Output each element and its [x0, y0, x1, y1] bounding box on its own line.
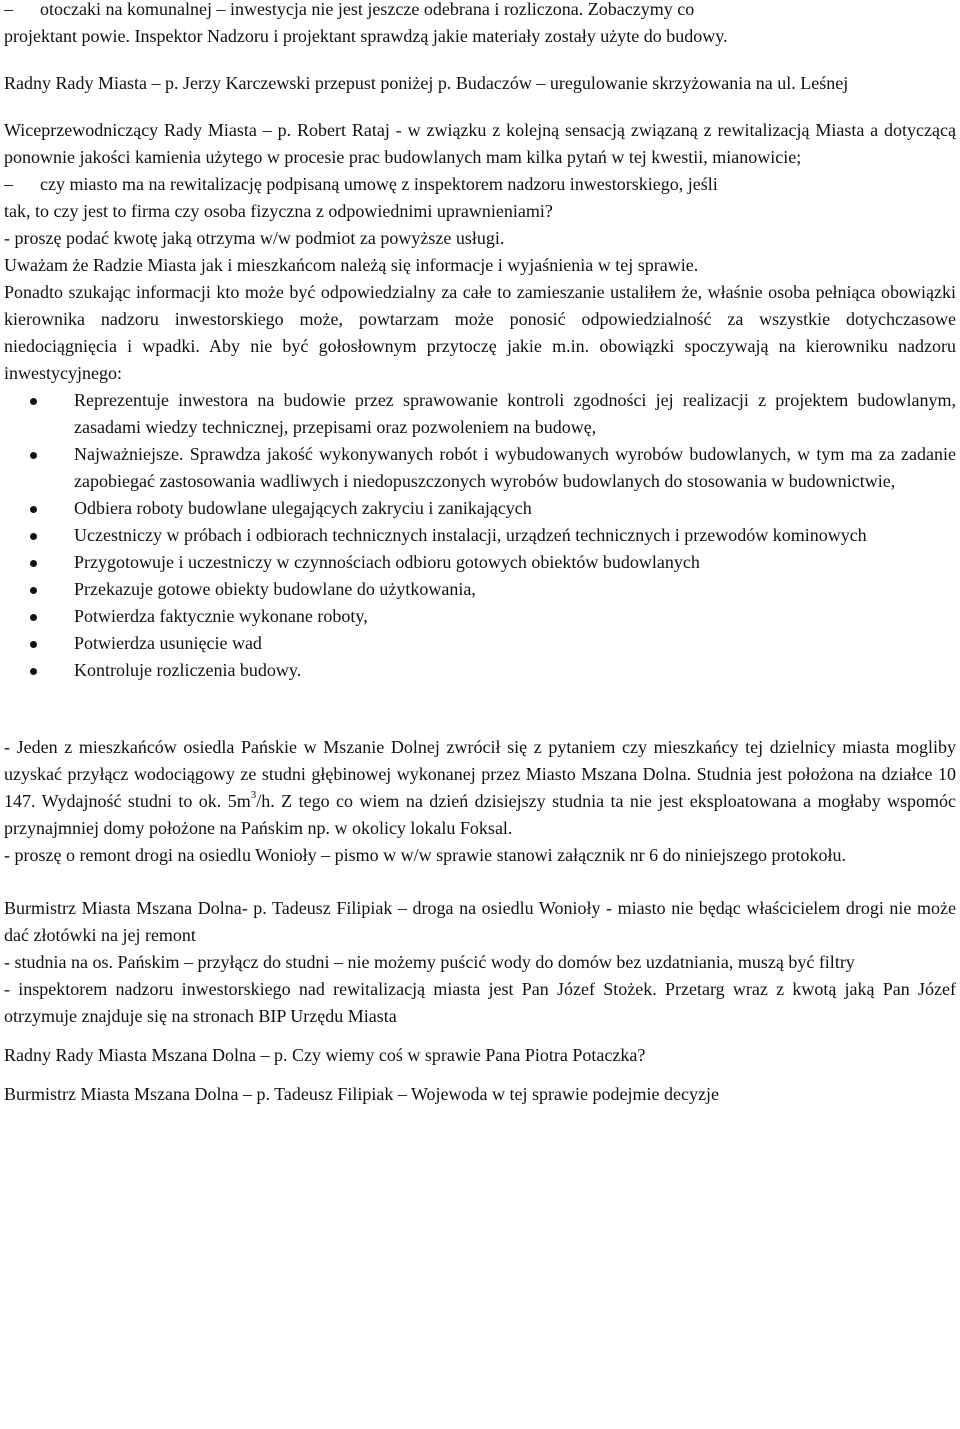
bullet-icon	[30, 506, 37, 513]
paragraph-karczewski: Radny Rady Miasta – p. Jerzy Karczewski przepust poniżej p. Budaczów – uregulowanie skrzyżowania na ul. Leśnej	[4, 73, 849, 93]
paragraph-mayor-answer: Burmistrz Miasta Mszana Dolna – p. Tadeusz Filipiak – Wojewoda w tej sprawie podejmie decyzje	[4, 1084, 719, 1104]
dash-line	[4, 171, 956, 198]
bullet-icon	[30, 560, 37, 567]
paragraph-text: - Jeden z mieszkańców osiedla Pańskie w Mszanie Dolnej zwrócił się z pytaniem czy mieszkańcy tej dzielnicy miasta mogliby uzyskać przyłącz wodociągowy ze studni głębinowej wykonanej przez Miasto Mszana Dolna. Studnia jest położona na działce 10 147. Wydajność studni to ok. 5m	[4, 737, 956, 811]
dash-marker: –	[4, 174, 13, 194]
dash-line	[4, 0, 956, 23]
list-item-text: Odbiera roboty budowlane ulegających zakryciu i zanikających	[74, 498, 532, 518]
bullet-icon	[30, 641, 37, 648]
list-item	[4, 549, 956, 576]
list-item-text: Najważniejsze. Sprawdza jakość wykonywanych robót i wybudowanych wyrobów budowlanych, w tym ma za zadanie zapobiegać zastosowania wadliwych i niedopuszczonych wyrobów budowlanych do stosowania w budownictwie,	[74, 444, 956, 491]
bullet-icon	[30, 668, 37, 675]
paragraph-text: /h. Z tego co wiem na dzień dzisiejszy studnia ta nie jest eksploatowana a mogłaby wspomóc przynajmniej domy położone na Pańskim np. w okolicy lokalu Foksal.	[4, 791, 957, 838]
list-item	[4, 441, 956, 495]
bullet-icon	[30, 587, 37, 594]
paragraph-road-request: - proszę o remont drogi na osiedlu Wonioły – pismo w w/w sprawie stanowi załącznik nr 6 do niniejszego protokołu.	[4, 845, 847, 865]
list-item-text: Uczestniczy w próbach i odbiorach technicznych instalacji, urządzeń technicznych i przewodów kominowych	[74, 525, 867, 545]
paragraph-question-amount: - proszę podać kwotę jaką otrzyma w/w podmiot za powyższe usługi.	[4, 228, 505, 248]
list-item-text: Reprezentuje inwestora na budowie przez sprawowanie kontroli zgodności jej realizacji z projektem budowlanym, zasadami wiedzy technicznej, przepisami oraz pozwoleniem na budowę,	[74, 390, 956, 437]
list-item	[4, 630, 956, 657]
paragraph-well-request	[4, 734, 956, 842]
list-item	[4, 603, 956, 630]
dash-marker: –	[4, 0, 13, 19]
list-item	[4, 387, 956, 441]
list-item-text: Przygotowuje i uczestniczy w czynnościach odbioru gotowych obiektów budowlanych	[74, 552, 700, 572]
bullet-icon	[30, 398, 37, 405]
paragraph-mayor-road: Burmistrz Miasta Mszana Dolna- p. Tadeusz Filipiak – droga na osiedlu Wonioły - miasto nie będąc właścicielem drogi nie może dać złotówki na jej remont	[4, 898, 956, 945]
superscript: 3	[250, 789, 257, 801]
paragraph-text: czy miasto ma na rewitalizację podpisaną umowę z inspektorem nadzoru inwestorskiego, jeśli	[40, 174, 718, 194]
paragraph-responsibility: Ponadto szukając informacji kto może być odpowiedzialny za całe to zamieszanie ustaliłem że, właśnie osoba pełniąca obowiązki kierownika nadzoru inwestorskiego może, powtarzam może ponosić odpowiedzialność za wszystkie dotychczasowe niedociągnięcia i wpadki. Aby nie być gołosłownym przytoczę jakie m.in. obowiązki spoczywają na kierowniku nadzoru inwestycyjnego:	[4, 282, 956, 383]
bullet-icon	[30, 533, 37, 540]
paragraph-text: otoczaki na komunalnej – inwestycja nie jest jeszcze odebrana i rozliczona. Zobaczymy co	[40, 0, 695, 19]
bullet-icon	[30, 614, 37, 621]
paragraph-text: projektant powie. Inspektor Nadzoru i projektant sprawdzą jakie materiały zostały użyte do budowy.	[4, 26, 728, 46]
duties-list	[4, 387, 956, 684]
paragraph-mayor-inspector: - inspektorem nadzoru inwestorskiego nad rewitalizacją miasta jest Pan Józef Stożek. Przetarg wraz z kwotą jaką Pan Józef otrzymuje znajduje się na stronach BIP Urzędu Miasta	[4, 979, 956, 1026]
list-item	[4, 495, 956, 522]
list-item-text: Przekazuje gotowe obiekty budowlane do użytkowania,	[74, 579, 476, 599]
paragraph-rataj: Wiceprzewodniczący Rady Miasta – p. Robert Rataj - w związku z kolejną sensacją związaną z rewitalizacją Miasta a dotyczącą ponownie jakości kamienia użytego w procesie prac budowlanych mam kilka pytań w tej kwestii, mianowicie;	[4, 120, 956, 167]
paragraph-mayor-well: - studnia na os. Pańskim – przyłącz do studni – nie możemy puścić wody do domów bez uzdatniania, muszą być filtry	[4, 952, 855, 972]
paragraph-councillor-question: Radny Rady Miasta Mszana Dolna – p. Czy wiemy coś w sprawie Pana Piotra Potaczka?	[4, 1045, 646, 1065]
list-item	[4, 576, 956, 603]
paragraph-investment-note	[4, 0, 956, 50]
bullet-icon	[30, 452, 37, 459]
paragraph-opinion: Uważam że Radzie Miasta jak i mieszkańcom należą się informacje i wyjaśnienia w tej sprawie.	[4, 255, 699, 275]
list-item	[4, 657, 956, 684]
list-item-text: Potwierdza faktycznie wykonane roboty,	[74, 606, 368, 626]
paragraph-question-contract	[4, 171, 956, 225]
list-item-text: Kontroluje rozliczenia budowy.	[74, 660, 302, 680]
list-item	[4, 522, 956, 549]
paragraph-text: tak, to czy jest to firma czy osoba fizyczna z odpowiednimi uprawnieniami?	[4, 201, 553, 221]
list-item-text: Potwierdza usunięcie wad	[74, 633, 262, 653]
